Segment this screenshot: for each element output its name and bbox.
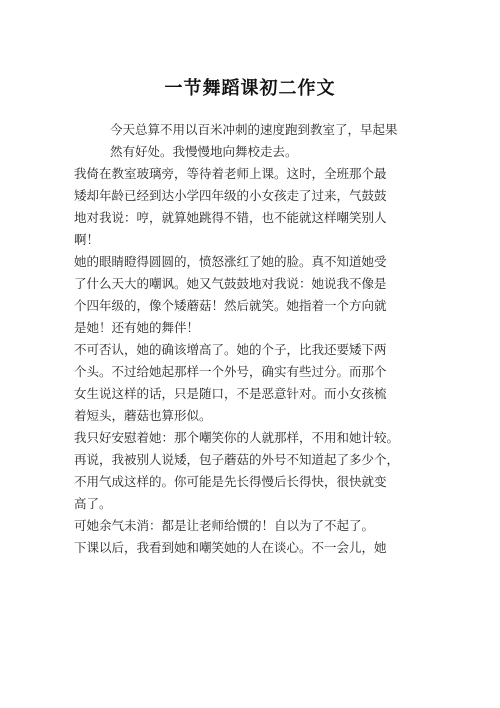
page-title: 一节舞蹈课初二作文 [164,78,336,99]
text-line: 我只好安慰着她：那个嘲笑你的人就那样，不用和她计较。 [74,430,400,445]
paragraph-2 [74,163,430,251]
text-line: 不用气成这样的。你可能是先长得慢后长得快，很快就变 [74,474,387,489]
text-line: 再说，我被别人说矮，包子蘑菇的外号不知道起了多少个， [74,452,400,467]
paragraph-1 [74,119,430,163]
text-line: 可她余气未消：都是让老师给惯的！自以为了不起了。 [74,518,375,533]
text-line: 个头。不过给她起那样一个外号，确实有些过分。而那个 [74,364,387,379]
text-line: 地对我说：哼，就算她跳得不错，也不能就这样嘲笑别人 [74,210,387,225]
text-line: 不可否认，她的确该增高了。她的个子，比我还要矮下两 [74,342,387,357]
text-line: 我倚在教室玻璃旁，等待着老师上课。这时，全班那个最 [74,166,387,181]
text-line: 然有好处。我慢慢地向舞校走去。 [110,144,298,159]
paragraph-5 [74,427,430,515]
text-line: 了什么天大的嘲讽。她又气鼓鼓地对我说：她说我不像是 [74,276,387,291]
paragraph-6 [74,515,430,537]
text-line: 她的眼睛瞪得圆圆的，愤怒涨红了她的脸。真不知道她受 [74,254,387,269]
text-line: 高了。 [74,496,112,511]
essay-body [74,119,430,559]
text-line: 个四年级的，像个矮蘑菇！然后就笑。她指着一个方向就 [74,298,387,313]
text-line: 着短头，蘑菇也算形似。 [74,408,212,423]
text-line: 下课以后，我看到她和嘲笑她的人在谈心。不一会儿，她 [74,540,387,555]
paragraph-7 [74,537,430,559]
paragraph-3 [74,251,430,339]
text-line: 矮却年龄已经到达小学四年级的小女孩走了过来，气鼓鼓 [74,188,387,203]
text-line: 是她！还有她的舞伴！ [74,320,200,335]
text-line: 女生说这样的话，只是随口，不是恶意针对。而小女孩梳 [74,386,387,401]
text-line: 今天总算不用以百米冲刺的速度跑到教室了，早起果 [110,122,398,137]
paragraph-4 [74,339,430,427]
text-line: 啊！ [74,232,100,247]
